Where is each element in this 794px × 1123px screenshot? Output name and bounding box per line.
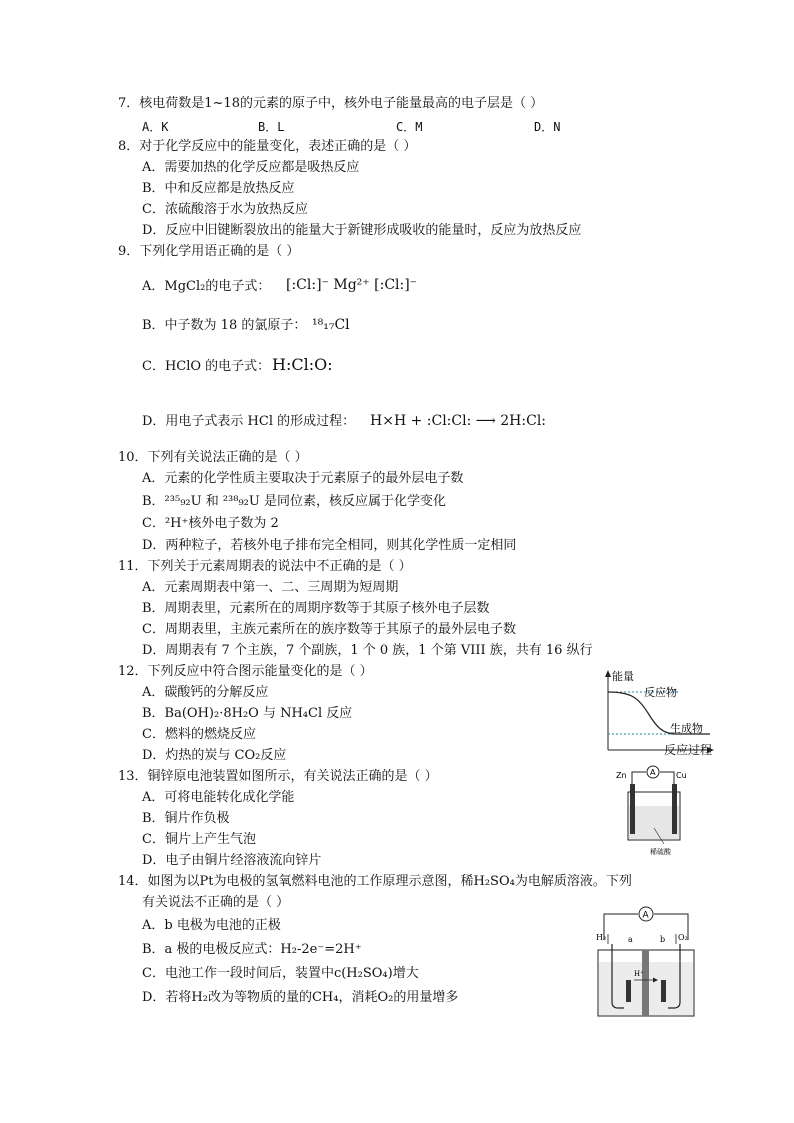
electrode-b (661, 980, 666, 1002)
q13-option-b: B．铜片作负极 (142, 811, 230, 826)
acid-solution (629, 806, 679, 839)
hplus-label: H⁺ (634, 970, 644, 978)
q11-option-b: B．周期表里，元素所在的周期序数等于其原子核外电子层数 (142, 601, 490, 616)
q14-option-a: A．b 电极为电池的正极 (142, 918, 281, 933)
q9-option-c-formula: H:Cl:O: (272, 355, 333, 374)
q9-option-b-label: B．中子数为 18 的氯原子： (142, 318, 307, 333)
q11-option-a: A．元素周期表中第一、二、三周期为短周期 (142, 580, 399, 595)
cu-label: Cu (676, 771, 687, 780)
q9-option-d-formula: H×H + :Cl:Cl: ⟶ 2H:Cl: (370, 413, 547, 429)
question-7-stem: 7．核电荷数是1~18的元素的原子中，核外电子能量最高的电子层是（ ） (118, 96, 544, 111)
q13-option-c: C．铜片上产生气泡 (142, 832, 256, 847)
q10-option-a: A．元素的化学性质主要取决于元素原子的最外层电子数 (142, 471, 464, 486)
q9-option-d-label: D．用电子式表示 HCl 的形成过程： (142, 414, 356, 429)
question-14-stem-line1: 14．如图为以Pt为电极的氢氧燃料电池的工作原理示意图，稀H₂SO₄为电解质溶液。下列 (118, 874, 632, 889)
fuel-cell-diagram (594, 906, 698, 1020)
q12-option-a: A．碳酸钙的分解反应 (142, 685, 269, 700)
q8-option-a: A．需要加热的化学反应都是吸热反应 (142, 160, 360, 175)
zn-label: Zn (616, 771, 627, 780)
q9-option-b-formula: ¹⁸₁₇Cl (312, 317, 350, 333)
cu-electrode (672, 784, 677, 834)
q7-option-b: B．L (258, 120, 285, 134)
electrode-a (626, 980, 631, 1002)
question-8-stem: 8．对于化学反应中的能量变化，表述正确的是（ ） (118, 139, 417, 154)
q14-option-c: C．电池工作一段时间后，装置中c(H₂SO₄)增大 (142, 966, 419, 981)
q7-option-c: C．M (396, 120, 423, 134)
zn-electrode (630, 784, 635, 834)
electrode-a-label: a (628, 935, 633, 944)
energy-y-arrow (605, 670, 611, 677)
q11-option-c: C．周期表里，主族元素所在的族序数等于其原子的最外层电子数 (142, 622, 516, 637)
q13-option-a: A．可将电能转化成化学能 (142, 790, 295, 805)
question-13-stem: 13．铜锌原电池装置如图所示，有关说法正确的是（ ） (118, 769, 438, 784)
q14-option-d: D．若将H₂改为等物质的量的CH₄，消耗O₂的用量增多 (142, 990, 459, 1005)
cu-zn-cell-diagram (612, 762, 696, 860)
question-14-stem-line2: 有关说法不正确的是（ ） (142, 895, 290, 910)
energy-reactant-label: 反应物 (644, 686, 677, 699)
q7-option-d: D．N (534, 120, 561, 134)
question-11-stem: 11．下列关于元素周期表的说法中不正确的是（ ） (118, 559, 412, 574)
o2-label: O₂ (678, 933, 688, 942)
q9-option-c-label: C．HClO 的电子式： (142, 359, 271, 374)
q11-option-d: D．周期表有 7 个主族，7 个副族，1 个 0 族，1 个第 VIII 族，共有 16 纵行 (142, 643, 593, 658)
question-10-stem: 10．下列有关说法正确的是（ ） (118, 450, 308, 465)
q8-option-d: D．反应中旧键断裂放出的能量大于新键形成吸收的能量时，反应为放热反应 (142, 223, 582, 238)
electrode-b-label: b (660, 935, 666, 944)
q9-option-a-label: A．MgCl₂的电子式： (142, 279, 271, 294)
q13-option-d: D．电子由铜片经溶液流向锌片 (142, 853, 322, 868)
q8-option-c: C．浓硫酸溶于水为放热反应 (142, 202, 308, 217)
q8-option-b: B．中和反应都是放热反应 (142, 181, 295, 196)
q7-option-a: A．K (142, 120, 169, 134)
q10-option-b: B．²³⁵₉₂U 和 ²³⁸₉₂U 是同位素，核反应属于化学变化 (142, 494, 446, 509)
q9-option-a-formula: [:Cl:]⁻ Mg²⁺ [:Cl:]⁻ (286, 277, 418, 293)
q14-option-b: B．a 极的电极反应式：H₂-2e⁻=2H⁺ (142, 942, 362, 957)
q12-option-b: B．Ba(OH)₂·8H₂O 与 NH₄Cl 反应 (142, 706, 353, 721)
energy-x-label: 反应过程 (664, 743, 713, 757)
q10-option-d: D．两种粒子，若核外电子排布完全相同，则其化学性质一定相同 (142, 538, 517, 553)
question-12-stem: 12．下列反应中符合图示能量变化的是（ ） (118, 664, 373, 679)
h2-label: H₂ (596, 933, 607, 942)
cell-wire-right (660, 772, 674, 784)
energy-y-label: 能量 (612, 670, 634, 683)
q10-option-c: C．²H⁺核外电子数为 2 (142, 516, 279, 531)
ammeter-label: A (650, 768, 656, 777)
q12-option-c: C．燃料的燃烧反应 (142, 727, 256, 742)
fuel-cell-ammeter-label: A (642, 910, 649, 921)
fuel-cell-wire-left (604, 914, 638, 940)
question-9-stem: 9．下列化学用语正确的是（ ） (118, 244, 300, 259)
cell-wire-left (632, 772, 646, 784)
q12-option-d: D．灼热的炭与 CO₂反应 (142, 748, 287, 763)
membrane (642, 950, 649, 1016)
solution-label: 稀硫酸 (650, 848, 671, 856)
energy-product-label: 生成物 (670, 722, 703, 735)
